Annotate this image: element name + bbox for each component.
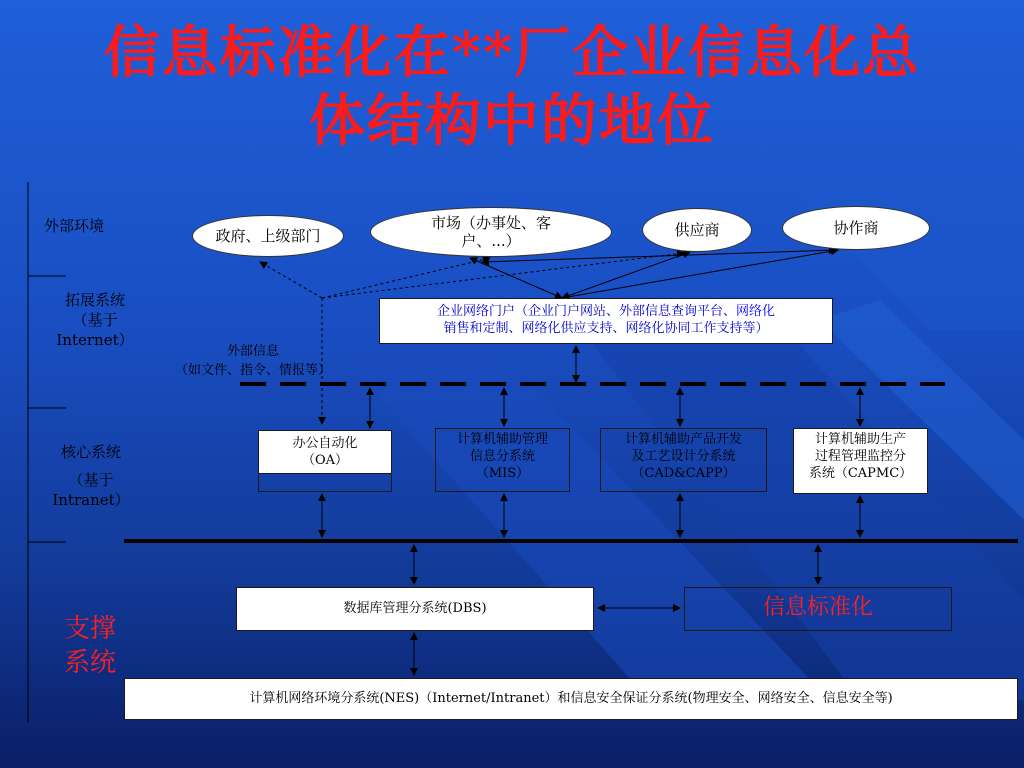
nes-box: 计算机网络环境分系统(NES)（Internet/Intranet）和信息安全保证分系统(物理安全、网络安全、信息安全等) bbox=[124, 678, 1018, 720]
portal-text-1: 企业网络门户（企业门户网站、外部信息查询平台、 bbox=[436, 304, 736, 319]
dbs-box: 数据库管理分系统(DBS) bbox=[236, 587, 594, 631]
ext-sys-line-2: （基于 bbox=[72, 311, 118, 329]
title-line-1: 信息标准化在**厂企业信息化总 bbox=[103, 20, 921, 86]
market-line-1: 市场（办事处、客 bbox=[430, 214, 551, 232]
node-market bbox=[370, 207, 612, 257]
portal-text-1-blue: 网络化 bbox=[736, 304, 776, 319]
capmc-box bbox=[793, 428, 928, 494]
core-sys-line-2: （基于 bbox=[68, 471, 114, 489]
support-sys-line-1: 支撑 bbox=[63, 614, 116, 644]
cad-line-2: 及工艺设计分系统 bbox=[631, 449, 736, 464]
ext-sys-line-3: Internet） bbox=[56, 331, 134, 349]
oa-box bbox=[258, 430, 392, 474]
node-government: 政府、上级部门 bbox=[192, 215, 344, 257]
label-support-system bbox=[50, 612, 130, 680]
oa-line-2: （OA） bbox=[301, 453, 349, 468]
core-sys-line-1: 核心系统 bbox=[60, 443, 121, 461]
info-standardization-box: 信息标准化 bbox=[684, 587, 952, 631]
label-core-system bbox=[36, 442, 146, 510]
cad-line-1: 计算机辅助产品开发 bbox=[624, 432, 742, 447]
external-info-line-2: （如文件、指令、情报等） bbox=[174, 363, 331, 378]
market-line-2: 户、...） bbox=[461, 232, 521, 250]
capmc-line-3: 系统（CAPMC） bbox=[808, 466, 913, 481]
portal-text-2: 销售和定制、网络化供应支持、网络化协同工作支持等） bbox=[443, 321, 769, 336]
mis-line-3: （MIS） bbox=[475, 466, 530, 481]
oa-box-footer bbox=[258, 474, 392, 492]
mis-line-2: 信息分系统 bbox=[469, 449, 535, 464]
mis-box bbox=[435, 428, 570, 492]
enterprise-portal-box bbox=[379, 298, 833, 344]
mis-line-1: 计算机辅助管理 bbox=[456, 432, 548, 447]
node-partner: 协作商 bbox=[782, 206, 930, 250]
external-info-line-1: 外部信息 bbox=[226, 344, 279, 359]
label-external-environment: 外部环境 bbox=[44, 217, 105, 235]
support-sys-line-2: 系统 bbox=[63, 648, 116, 678]
node-supplier: 供应商 bbox=[642, 208, 752, 252]
core-sys-line-3: Intranet） bbox=[52, 491, 130, 509]
title-line-2: 体结构中的地位 bbox=[309, 88, 715, 154]
oa-line-1: 办公自动化 bbox=[292, 436, 358, 451]
capmc-line-2: 过程管理监控分 bbox=[814, 449, 906, 464]
capmc-line-1: 计算机辅助生产 bbox=[814, 432, 906, 447]
external-info-label bbox=[158, 342, 348, 380]
ext-sys-line-1: 拓展系统 bbox=[64, 291, 125, 309]
cad-line-3: （CAD&CAPP） bbox=[631, 466, 736, 481]
label-extension-system bbox=[40, 290, 150, 350]
cad-capp-box bbox=[600, 428, 767, 492]
